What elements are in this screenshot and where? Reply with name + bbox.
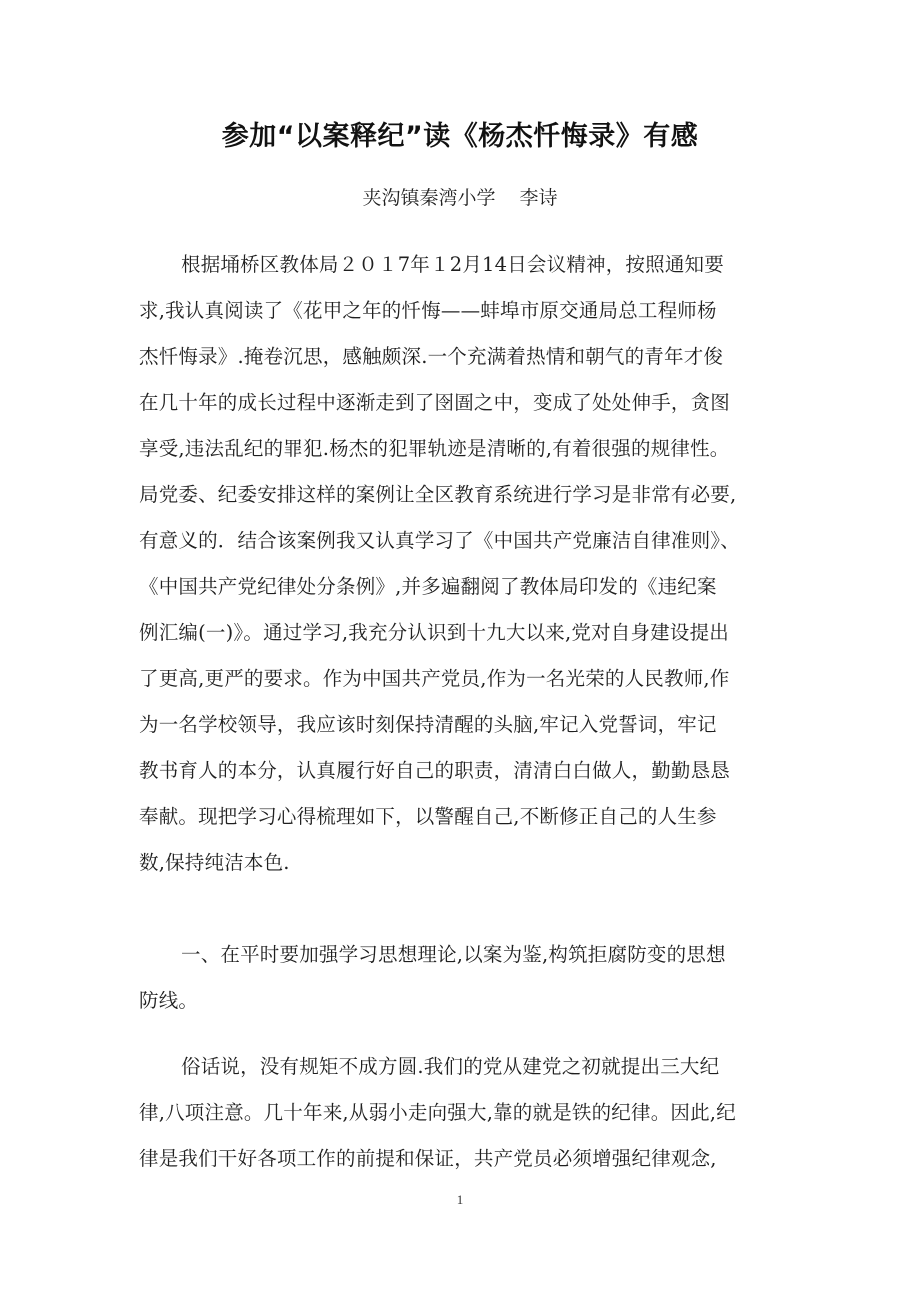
paragraph-1-line-7: 有意义的．结合该案例我又认真学习了《中国共产党廉洁自律准则》、 xyxy=(139,529,740,552)
paragraph-1-line-2: 求,我认真阅读了《花甲之年的忏悔——蚌埠市原交通局总工程师杨 xyxy=(139,299,717,322)
paragraph-2-line-2: 律,八项注意。几十年来,从弱小走向强大,靠的就是铁的纪律。因此,纪 xyxy=(139,1101,736,1124)
author-name: 李诗 xyxy=(519,187,558,209)
author-school: 夹沟镇秦湾小学 xyxy=(362,187,496,209)
paragraph-1-line-4: 在几十年的成长过程中逐渐走到了囹圄之中，变成了处处伸手，贪图 xyxy=(139,391,731,414)
paragraph-1-line-8: 《中国共产党纪律处分条例》,并多遍翻阅了教体局印发的《违纪案 xyxy=(139,575,717,598)
paragraph-1-line-1: 根据埇桥区教体局２０１7年１2月14日会议精神，按照通知要 xyxy=(181,253,724,276)
paragraph-2-line-3: 律是我们干好各项工作的前提和保证，共产党员必须增强纪律观念, xyxy=(139,1147,717,1170)
paragraph-1-line-14: 数,保持纯洁本色. xyxy=(139,851,290,874)
section-heading-1-line-1: 一、在平时要加强学习思想理论,以案为鉴,构筑拒腐防变的思想 xyxy=(181,943,726,966)
section-heading-1-line-2: 防线。 xyxy=(139,989,199,1012)
paragraph-1-line-13: 奉献。现把学习心得梳理如下，以警醒自己,不断修正自己的人生参 xyxy=(139,805,717,828)
author-line xyxy=(0,183,920,213)
paragraph-1-line-9: 例汇编(一)》。通过学习,我充分认识到十九大以来,党对自身建设提出 xyxy=(139,621,729,644)
paragraph-2-line-1: 俗话说，没有规矩不成方圆.我们的党从建党之初就提出三大纪 xyxy=(181,1055,720,1078)
paragraph-1-line-3: 杰忏悔录》.掩卷沉思，感触颇深.一个充满着热情和朝气的青年才俊 xyxy=(139,345,724,368)
page-number: 1 xyxy=(456,1192,464,1207)
paragraph-1-line-12: 教书育人的本分，认真履行好自己的职责，清清白白做人，勤勤恳恳 xyxy=(139,759,731,782)
document-title: 参加“以案释纪”读《杨杰忏悔录》有感 xyxy=(221,121,699,152)
paragraph-1-line-11: 为一名学校领导，我应该时刻保持清醒的头脑,牢记入党誓词，牢记 xyxy=(139,713,717,736)
paragraph-1-line-10: 了更高,更严的要求。作为中国共产党员,作为一名光荣的人民教师,作 xyxy=(139,667,730,690)
paragraph-1-line-5: 享受,违法乱纪的罪犯.杨杰的犯罪轨迹是清晰的,有着很强的规律性。 xyxy=(139,437,730,460)
paragraph-1-line-6: 局党委、纪委安排这样的案例让全区教育系统进行学习是非常有必要, xyxy=(139,483,737,506)
